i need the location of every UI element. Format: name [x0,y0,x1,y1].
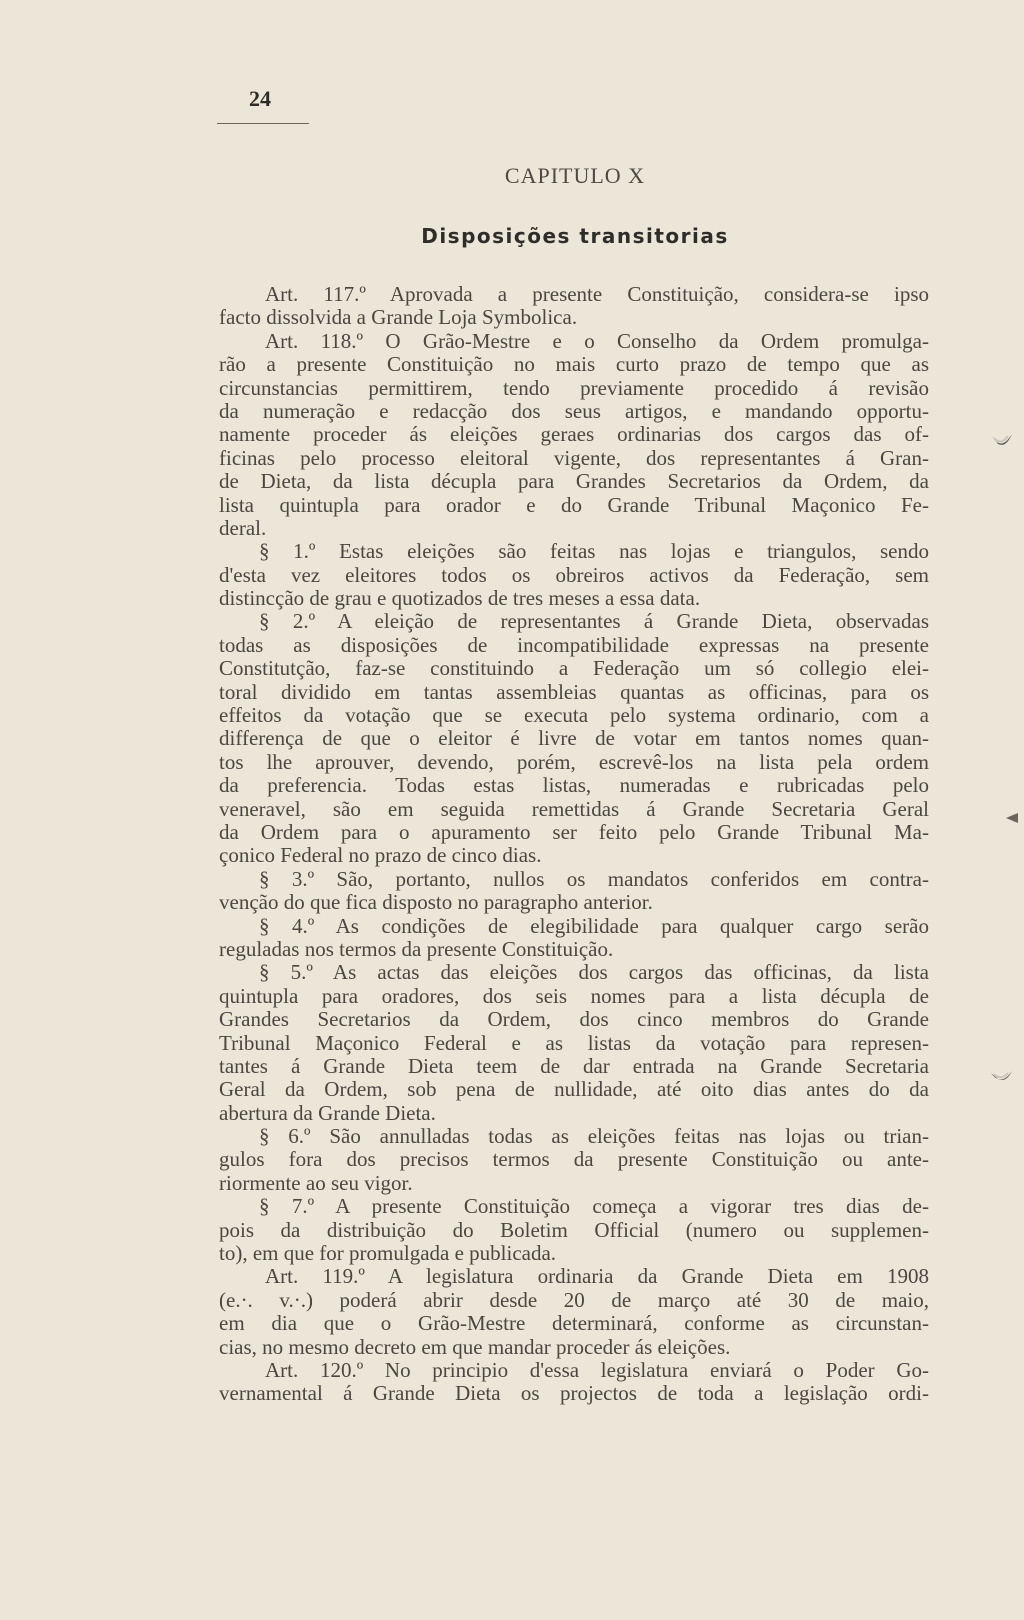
text-line: § 2.º A eleição de representantes á Grande Dieta, observadas [259,609,929,634]
text-line: pois da distribuição do Boletim Official (numero ou supplemen- [219,1217,929,1242]
text-line: ficinas pelo processo eleitoral vigente, dos representantes á Gran- [219,445,929,470]
text-line: Geral da Ordem, sob pena de nullidade, até oito dias antes do da [219,1077,929,1102]
text-line: venção do que fica disposto no paragrapho anterior. [219,890,653,915]
text-line: facto dissolvida a Grande Loja Symbolica. [219,305,578,330]
chapter-title: CAPITULO X [504,163,646,188]
text-line: çonico Federal no prazo de cinco dias. [219,843,542,868]
text-line: vernamental á Grande Dieta os projectos de toda a legislação ordi- [219,1381,929,1406]
text-line: quintupla para oradores, dos seis nomes para a lista décupla de [219,983,929,1008]
text-line: Grandes Secretarios da Ordem, dos cinco membros do Grande [219,1007,929,1032]
text-line: da Ordem para o apuramento ser feito pelo Grande Tribunal Ma- [219,819,929,844]
text-line: (e.·. v.·.) poderá abrir desde 20 de março até 30 de maio, [219,1287,929,1312]
text-line: em dia que o Grão-Mestre determinará, conforme as circunstan- [219,1311,929,1336]
text-line: § 7.º A presente Constituição começa a vigorar tres dias de- [259,1194,929,1219]
text-line: de Dieta, da lista décupla para Grandes Secretarios da Ordem, da [219,469,929,494]
text-line: § 1.º Estas eleições são feitas nas lojas e triangulos, sendo [259,539,929,564]
text-line: d'esta vez eleitores todos os obreiros activos da Federação, sem [219,562,929,587]
page-edge-mark-icon [1004,810,1020,826]
text-line: toral dividido em tantas assembleias quantas as officinas, para os [219,679,929,704]
text-line: gulos fora dos precisos termos da presente Constituição ou ante- [219,1147,929,1172]
text-line: differença de que o eleitor é livre de votar em tantos nomes quan- [219,726,929,751]
text-line: Art. 120.º No principio d'essa legislatura enviará o Poder Go- [265,1357,929,1382]
text-line: namente proceder ás eleições geraes ordinarias dos cargos das of- [219,422,929,447]
text-line: riormente ao seu vigor. [219,1170,413,1195]
text-line: Art. 118.º O Grão-Mestre e o Conselho da Ordem promulga- [265,328,929,353]
header-rule [217,123,309,124]
text-line: distincção de grau e quotizados de tres meses a essa data. [219,586,701,611]
page-edge-clip-icon [988,430,1014,456]
text-line: to), em que for promulgada e publicada. [219,1241,557,1266]
text-line: circunstancias permittirem, tendo previamente procedido á revisão [219,375,929,400]
page-edge-clip-icon [988,1063,1014,1089]
text-line: Tribunal Maçonico Federal e as listas da votação para represen- [219,1030,929,1055]
text-line: § 6.º São annulladas todas as eleições feitas nas lojas ou trian- [259,1124,929,1149]
text-line: tos lhe aprouver, devendo, porém, escrevê-los na lista pela ordem [219,749,929,774]
text-line: reguladas nos termos da presente Constituição. [219,936,614,961]
body-text [219,283,929,1406]
text-line: Art. 119.º A legislatura ordinaria da Grande Dieta em 1908 [265,1264,929,1289]
text-line: Art. 117.º Aprovada a presente Constituição, considera-se ipso [265,282,929,306]
text-line: effeitos da votação que se executa pelo systema ordinario, com a [219,703,929,728]
text-line: veneravel, são em seguida remettidas á Grande Secretaria Geral [219,796,929,821]
text-line: abertura da Grande Dieta. [219,1100,436,1125]
section-title: Disposições transitorias [421,224,729,248]
text-line: § 3.º São, portanto, nullos os mandatos conferidos em contra- [259,866,929,891]
page-number: 24 [249,86,271,111]
text-line: § 4.º As condições de elegibilidade para qualquer cargo serão [259,913,929,938]
text-line: § 5.º As actas das eleições dos cargos das officinas, da lista [259,960,929,985]
text-line: cias, no mesmo decreto em que mandar proceder ás eleições. [219,1334,731,1359]
text-line: todas as disposições de incompatibilidade expressas na presente [219,632,929,657]
text-line: lista quintupla para orador e do Grande Tribunal Maçonico Fe- [219,492,929,517]
text-line: da preferencia. Todas estas listas, numeradas e rubricadas pelo [219,773,929,798]
text-line: da numeração e redacção dos seus artigos, e mandando opportu- [219,398,929,423]
text-line: deral. [219,515,267,540]
text-line: tantes á Grande Dieta teem de dar entrada na Grande Secretaria [219,1053,929,1078]
text-line: rão a presente Constituição no mais curto prazo de tempo que as [219,352,929,377]
text-line: Constitutção, faz-se constituindo a Federação um só collegio elei- [219,656,929,681]
